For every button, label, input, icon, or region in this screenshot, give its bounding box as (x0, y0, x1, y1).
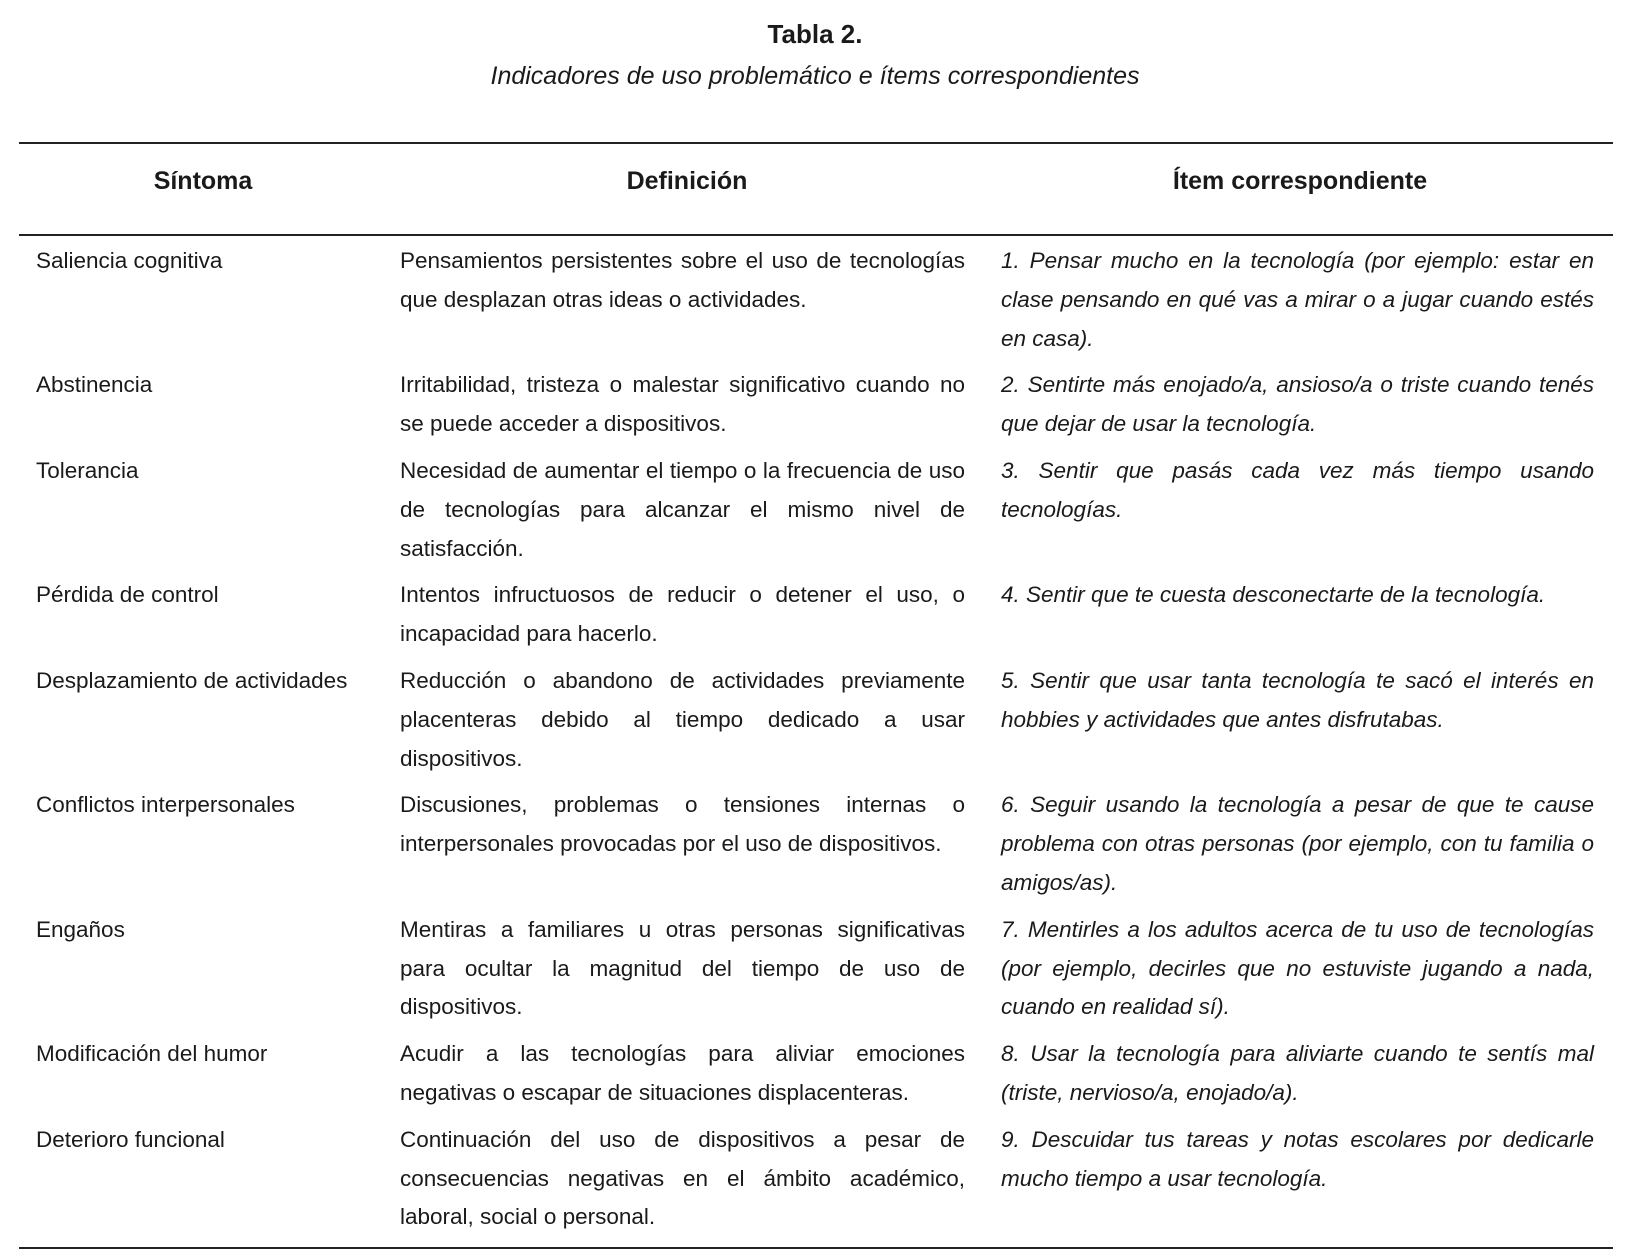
cell-sintoma: Pérdida de control (36, 582, 219, 608)
cell-definicion: Acudir a las tecnologías para aliviar emociones negativas o escapar de situaciones displacenteras. (400, 1041, 965, 1105)
table-row (19, 654, 1613, 778)
cell-sintoma: Saliencia cognitiva (36, 248, 223, 273)
header-row (19, 143, 1613, 235)
cell-definicion: Necesidad de aumentar el tiempo o la frecuencia de uso de tecnologías para alcanzar el mismo nivel de satisfacción. (400, 457, 965, 561)
indicators-table-container (19, 142, 1613, 1249)
table-header (19, 143, 1613, 235)
table-title: Indicadores de uso problemático e ítems correspondientes (490, 62, 1140, 90)
cell-definicion: Mentiras a familiares u otras personas significativas para ocultar la magnitud del tiempo de uso de dispositivos. (400, 916, 965, 1020)
cell-item: 3. Sentir que pasás cada vez más tiempo usando tecnologías. (1001, 457, 1594, 522)
table-row (19, 444, 1613, 568)
table-body (19, 235, 1613, 1248)
cell-definicion: Reducción o abandono de actividades previamente placenteras debido al tiempo dedicado a usar dispositivos. (400, 667, 965, 771)
cell-definicion: Irritabilidad, tristeza o malestar significativo cuando no se puede acceder a dispositivos. (400, 372, 965, 437)
cell-item: 5. Sentir que usar tanta tecnología te sacó el interés en hobbies y actividades que antes disfrutabas. (1001, 667, 1594, 732)
table-row (19, 235, 1613, 358)
header-sintoma: Síntoma (153, 166, 253, 195)
cell-definicion: Discusiones, problemas o tensiones internas o interpersonales provocadas por el uso de dispositivos. (400, 792, 965, 857)
header-item: Ítem correspondiente (1172, 166, 1428, 195)
cell-sintoma: Modificación del humor (36, 1041, 268, 1067)
cell-item: 4. Sentir que te cuesta desconectarte de la tecnología. (1001, 582, 1546, 608)
cell-item: 1. Pensar mucho en la tecnología (por ejemplo: estar en clase pensando en qué vas a mirar o a jugar cuando estés en casa). (1001, 248, 1594, 351)
cell-sintoma: Conflictos interpersonales (36, 792, 295, 818)
cell-item: 6. Seguir usando la tecnología a pesar de que te cause problema con otras personas (por ejemplo, con tu familia o amigos/as). (1001, 792, 1594, 895)
table-row (19, 358, 1613, 444)
header-definicion: Definición (626, 166, 748, 195)
table-row (19, 903, 1613, 1027)
cell-sintoma: Desplazamiento de actividades (36, 667, 348, 693)
cell-item: 9. Descuidar tus tareas y notas escolares por dedicarle mucho tiempo a usar tecnología. (1001, 1126, 1594, 1191)
cell-sintoma: Tolerancia (36, 457, 139, 483)
cell-item: 7. Mentirles a los adultos acerca de tu uso de tecnologías (por ejemplo, decirles que no estuviste jugando a nada, cuando en realidad sí). (1001, 916, 1594, 1020)
table-row (19, 1113, 1613, 1248)
cell-definicion: Intentos infructuosos de reducir o detener el uso, o incapacidad para hacerlo. (400, 582, 965, 647)
table-row (19, 778, 1613, 902)
cell-definicion: Continuación del uso de dispositivos a pesar de consecuencias negativas en el ámbito académico, laboral, social o personal. (400, 1126, 965, 1230)
cell-sintoma: Engaños (36, 916, 125, 942)
table-row (19, 568, 1613, 654)
cell-item: 2. Sentirte más enojado/a, ansioso/a o triste cuando tenés que dejar de usar la tecnología. (1001, 372, 1594, 437)
table-row (19, 1027, 1613, 1113)
cell-sintoma: Abstinencia (36, 372, 153, 398)
cell-item: 8. Usar la tecnología para aliviarte cuando te sentís mal (triste, nervioso/a, enojado/a). (1001, 1041, 1594, 1105)
cell-sintoma: Deterioro funcional (36, 1126, 225, 1152)
indicators-table (19, 142, 1613, 1249)
table-number: Tabla 2. (767, 19, 863, 49)
cell-definicion: Pensamientos persistentes sobre el uso de tecnologías que desplazan otras ideas o actividades. (400, 248, 965, 312)
